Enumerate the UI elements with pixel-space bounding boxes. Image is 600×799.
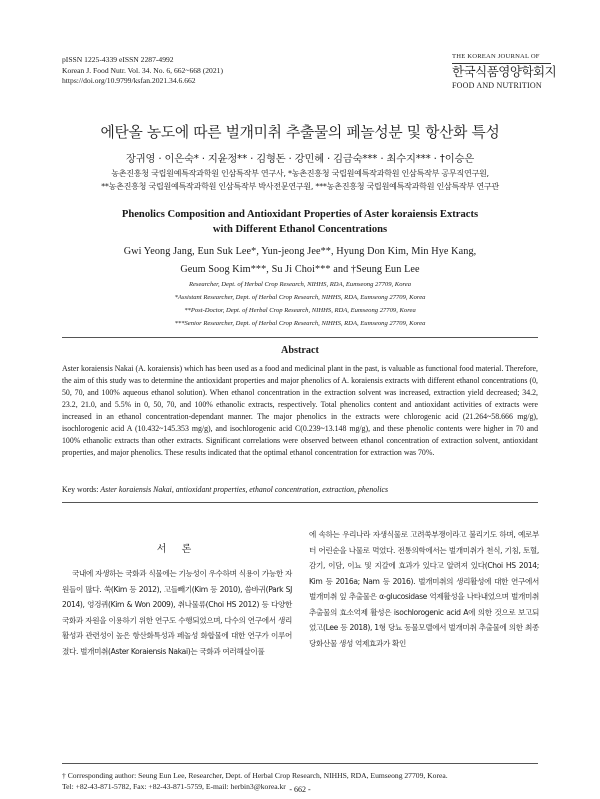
keywords-label: Key words: bbox=[62, 485, 99, 494]
section-heading-introduction: 서 론 bbox=[156, 544, 198, 555]
journal-name-korean: 한국식품영양학회지 bbox=[452, 64, 557, 79]
footnote-line1: † Corresponding author: Seung Eun Lee, Researcher, Dept. of Herbal Crop Research, NIHHS, RDA, Eumseong 27709, Korea. bbox=[62, 771, 448, 780]
page-number: - 662 - bbox=[289, 785, 311, 794]
english-title-line2: with Different Ethanol Concentrations bbox=[212, 224, 388, 235]
english-affiliation-3: **Post-Doctor, Dept. of Herbal Crop Research, NIHHS, RDA, Eumseong 27709, Korea bbox=[184, 307, 416, 314]
abstract-text: Aster koraiensis Nakai (A. koraiensis) which has been used as a food and medicinal plant in the past, is valuable as functional food material. Therefore, the aim of this study was to determine the antioxidant properties and major phenolics of A. koraiensis extracts with different ethanol concentrations (0, 50, 70, and 100% aqueous ethanol solution). When ethanol concentration in the extraction solvent was increased, extraction yield decreased; 34.2, 23.2, 21.0, and 5.5% in 0, 50, 70, and 100% ethanolic extracts, respectively. Total phenolics content and antioxidant activities of extracts were increased in an ethanol concentration-dependant manner. The major phenolics in the extracts were chlorogenic acid (21.264~58.666 mg/g), isochlorogenic acid A (10.432~145.353 mg/g), and isochlorogenic acid C(0.239~13.148 mg/g), and these phenolic contents were higher in 70 and 100% ethanolic extracts than other extracts. Significant correlations were observed between ethanol concentration of extraction solvent, antioxidant properties, and major phenolics. These results indicated that the optimal ethanol concentration for extraction was 70%. bbox=[62, 364, 538, 457]
body-right-column: 에 속하는 우리나라 자생식물로 고려쑥부쟁이라고 불리기도 하며, 예로부터 어린순을 나물로 먹었다. 전통의학에서는 벌개미취가 천식, 기침, 토혈, 감기, 이담, 이뇨 및 지갈에 효과가 있다고 알려져 있다(Choi HS 2014; Kim 등 2016a; Nam 등 2016). 벌개미취의 생리활성에 대한 연구에서 벌개미취 잎 추출물은 α-glucosidase 억제활성을 나타내었으며 벌개미취 추출물의 효소억제 활성은 isochlorogenic acid A에 의한 것으로 보고되었고(Lee 등 2018), 1형 당뇨 동물모델에서 벌개미취 추출물에 의한 최종당화산물 생성 억제효과가 확인 bbox=[309, 530, 539, 648]
body-left-column: 국내에 자생하는 국화과 식물에는 기능성이 우수하며 식용이 가능한 자원들이 많다. 쑥(Kim 등 2012), 고들빼기(Kim 등 2010), 씀바귀(Park SJ 2014), 엉겅퀴(Kim & Won 2009), 취나물류(Choi HS 2012) 등 다양한 국화과 자원을 이용하기 위한 연구도 수행되었으며, 다수의 연구에서 생리활성과 관련성이 높은 항산화특성과 페놀성 화합물에 대한 연구가 이루어졌다. 벌개미취(Aster Koraiensis Nakai)는 국화과 여러해살이풀 bbox=[62, 569, 292, 656]
issn-line: pISSN 1225-4339 eISSN 2287-4992 bbox=[62, 55, 174, 64]
journal-masthead bbox=[452, 53, 557, 90]
citation-line: Korean J. Food Nutr. Vol. 34. No. 6, 662~668 (2021) bbox=[62, 65, 223, 75]
english-affiliation-1: Researcher, Dept. of Herbal Crop Research, NIHHS, RDA, Eumseong 27709, Korea bbox=[188, 281, 412, 288]
english-title bbox=[0, 207, 600, 237]
journal-divider bbox=[452, 63, 551, 64]
abstract-heading: Abstract bbox=[281, 345, 319, 356]
english-authors-line1: Gwi Yeong Jang, Eun Suk Lee*, Yun-jeong Jee**, Hyung Don Kim, Min Hye Kang, bbox=[123, 246, 477, 257]
english-authors bbox=[0, 243, 600, 279]
english-affiliation-4: ***Senior Researcher, Dept. of Herbal Crop Research, NIHHS, RDA, Eumseong 27709, Korea bbox=[174, 320, 426, 327]
doi-link[interactable]: https://doi.org/10.9799/ksfan.2021.34.6.662 bbox=[62, 76, 196, 86]
journal-name-line3: FOOD AND NUTRITION bbox=[452, 81, 542, 90]
journal-name-line1: THE KOREAN JOURNAL OF bbox=[452, 53, 540, 60]
korean-title: 에탄올 농도에 따른 벌개미취 추출물의 페놀성분 및 항산화 특성 bbox=[100, 124, 500, 141]
korean-authors: 장귀영 · 이은숙* · 지윤정** · 김형돈 · 강민혜 · 김금숙*** · 최수지*** · †이승은 bbox=[126, 153, 474, 165]
abstract-bottom-rule bbox=[62, 502, 538, 503]
korean-affiliation-1: 농촌진흥청 국립원예특작과학원 인삼특작부 연구사, *농촌진흥청 국립원예특작과학원 인삼특작부 공무직연구원, bbox=[111, 168, 489, 178]
keywords-list: Aster koraiensis Nakai, antioxidant properties, ethanol concentration, extraction, phenolics bbox=[100, 485, 389, 494]
footnote-line2: Tel: +82-43-871-5782, Fax: +82-43-871-5759, E-mail: herbin3@korea.kr bbox=[62, 782, 286, 791]
korean-affiliation-2: **농촌진흥청 국립원예특작과학원 인삼특작부 박사전문연구원, ***농촌진흥청 국립원예특작과학원 인삼특작부 연구관 bbox=[101, 181, 499, 191]
english-affiliation-2: *Assistant Researcher, Dept. of Herbal Crop Research, NIHHS, RDA, Eumseong 27709, Korea bbox=[174, 294, 426, 301]
footnote-rule bbox=[62, 763, 538, 764]
english-authors-line2: Geum Soog Kim***, Su Ji Choi*** and †Seung Eun Lee bbox=[180, 264, 420, 275]
keywords bbox=[62, 485, 552, 494]
publication-meta bbox=[62, 55, 223, 87]
abstract-top-rule bbox=[62, 337, 538, 338]
english-title-line1: Phenolics Composition and Antioxidant Properties of Aster koraiensis Extracts bbox=[121, 209, 479, 220]
